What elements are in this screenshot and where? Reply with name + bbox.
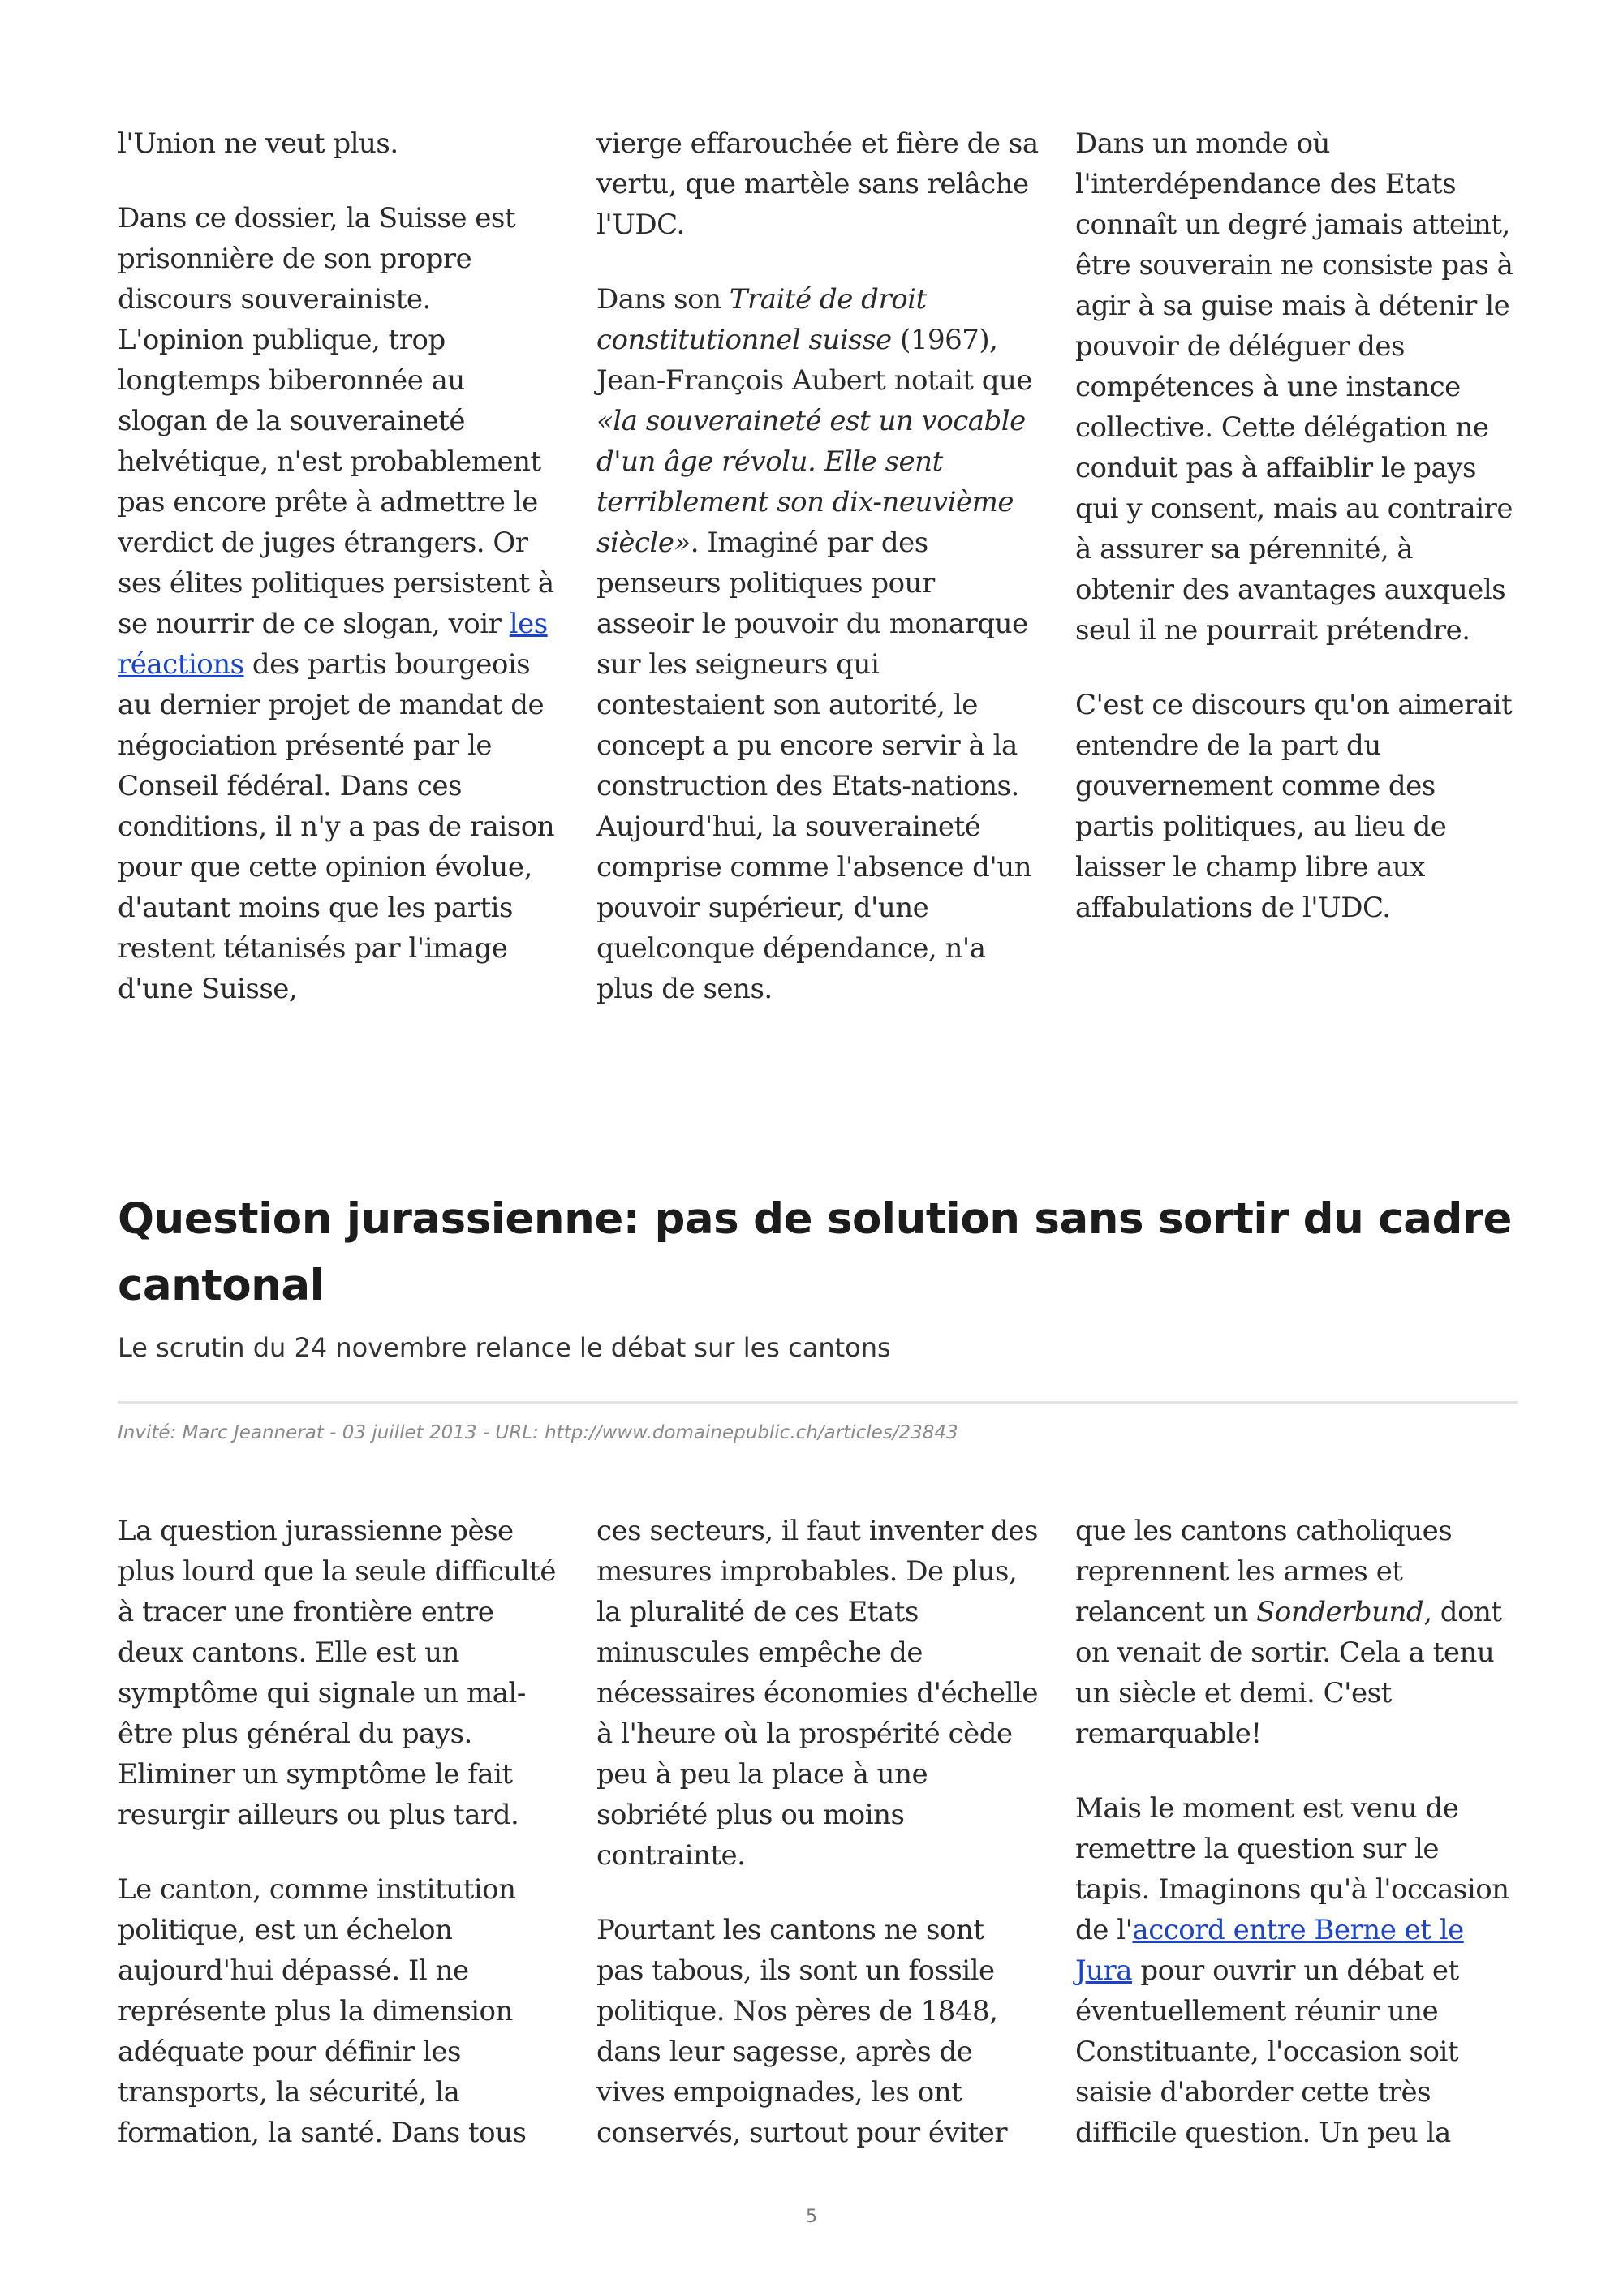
text-column-1	[118, 1511, 560, 2153]
paragraph: La question jurassienne pèse plus lourd que la seule difficulté à tracer une frontière entre deux cantons. Elle est un symptôme qui signale un mal-être plus général du pays. Eliminer un symptôme le fait resurgir ailleurs ou plus tard.	[118, 1515, 556, 1831]
divider	[118, 1401, 1518, 1404]
paragraph: l'Union ne veut plus.	[118, 127, 398, 160]
paragraph: Le canton, comme institution politique, est un échelon aujourd'hui dépassé. Il ne représente plus la dimension adéquate pour définir les transports, la sécurité, la formation, la santé. Dans tous	[118, 1873, 527, 2149]
paragraph	[1075, 1511, 1518, 1754]
paragraph	[596, 279, 1039, 1009]
text-column-3	[1075, 123, 1518, 1009]
text-run: des partis bourgeois au dernier projet de mandat de négociation présenté par le Conseil fédéral. Dans ces conditions, il n'y a pas de raison pour que cette opinion évolue, d'autant moins que les partis restent tétanisés par l'image d'une Suisse,	[118, 648, 555, 1005]
paragraph: Pourtant les cantons ne sont pas tabous, ils sont un fossile politique. Nos pères de 1848, dans leur sagesse, après de vives empoignades, les ont conservés, surtout pour éviter	[596, 1914, 1008, 2149]
quotation: «la souveraineté est un vocable d'un âge révolu. Elle sent terriblement son dix-neuvième siècle»	[596, 405, 1026, 559]
text-run: que les cantons catholiques reprennent les armes et relancent un	[1075, 1515, 1453, 1628]
article-meta: Invité: Marc Jeannerat - 03 juillet 2013 - URL: http://www.domainepublic.ch/articles/23843	[118, 1422, 958, 1443]
text-column-3	[1075, 1511, 1518, 2153]
link-les-reactions[interactable]: les réactions	[118, 608, 548, 681]
text-run: . Imaginé par des penseurs politiques pour asseoir le pouvoir du monarque sur les seigneurs qui contestaient son autorité, le concept a pu encore servir à la construction des Etats-nations. Aujourd'hui, la souveraineté comprise comme l'absence d'un pouvoir supérieur, d'une quelconque dépendance, n'a plus de sens.	[596, 527, 1032, 1005]
page-number: 5	[806, 2207, 817, 2227]
text-column-1	[118, 123, 560, 1009]
paragraph: Dans un monde où l'interdépendance des Etats connaît un degré jamais atteint, être souverain ne consiste pas à agir à sa guise mais à détenir le pouvoir de déléguer des compétences à une instance collective. Cette délégation ne conduit pas à affaiblir le pays qui y consent, mais au contraire à assurer sa pérennité, à obtenir des avantages auxquels seul il ne pourrait prétendre.	[1075, 127, 1513, 647]
text-column-2	[596, 123, 1039, 1009]
paragraph	[118, 198, 560, 1009]
text-run: , dont on venait de sortir. Cela a tenu un siècle et demi. C'est remarquable!	[1075, 1596, 1502, 1750]
paragraph: ces secteurs, il faut inventer des mesures improbables. De plus, la pluralité de ces Etats minuscules empêche de nécessaires économies d'échelle à l'heure où la prospérité cède peu à peu la place à une sobriété plus ou moins contrainte.	[596, 1515, 1039, 1872]
text-run: pour ouvrir un débat et éventuellement réunir une Constituante, l'occasion soit saisie d'aborder cette très difficile question. Un peu la	[1075, 1954, 1459, 2149]
paragraph: C'est ce discours qu'on aimerait entendre de la part du gouvernement comme des partis politiques, au lieu de laisser le champ libre aux affabulations de l'UDC.	[1075, 689, 1513, 924]
emphasis-sonderbund: Sonderbund	[1256, 1596, 1424, 1628]
article-subtitle: Le scrutin du 24 novembre relance le débat sur les cantons	[118, 1332, 891, 1363]
article-title: Question jurassienne: pas de solution sans sortir du cadre cantonal	[118, 1194, 1512, 1310]
text-column-2	[596, 1511, 1039, 2153]
previous-article-columns	[118, 123, 1518, 1009]
paragraph	[1075, 1788, 1518, 2153]
text-run: Mais le moment est venu de remettre la question sur le tapis. Imaginons qu'à l'occasion de l'	[1075, 1792, 1509, 1946]
paragraph: vierge effarouchée et fière de sa vertu, que martèle sans relâche l'UDC.	[596, 127, 1039, 241]
text-run: (1967), Jean-François Aubert notait que	[596, 324, 1033, 397]
book-title: Traité de droit constitutionnel suisse	[596, 283, 927, 356]
text-run: Dans ce dossier, la Suisse est prisonnière de son propre discours souverainiste. L'opinion publique, trop longtemps biberonnée au slogan de la souveraineté helvétique, n'est probablement pas encore prête à admettre le verdict de juges étrangers. Or ses élites politiques persistent à se nourrir de ce slogan, voir	[118, 202, 554, 640]
link-accord-berne-jura[interactable]: accord entre Berne et le Jura	[1075, 1914, 1464, 1987]
text-run: Dans son	[596, 283, 730, 316]
article-columns	[118, 1511, 1518, 2153]
